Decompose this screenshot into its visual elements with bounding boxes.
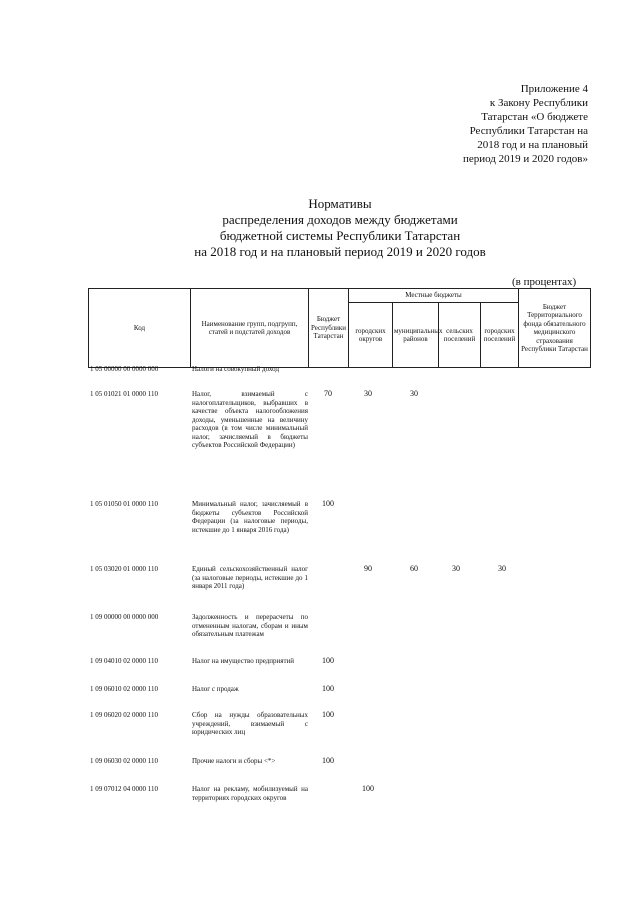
row-name: Прочие налоги и сборы <*>: [192, 757, 276, 765]
annex-line: 2018 год и на плановый: [477, 139, 588, 151]
annex-line: Татарстан «О бюджете: [481, 111, 588, 123]
row-name: Налог с продаж: [192, 685, 239, 693]
annex-line: Приложение 4: [520, 83, 588, 95]
value-municipal-districts: 30: [410, 389, 418, 398]
unit-note: (в процентах): [512, 276, 577, 288]
annex-line: к Закону Республики: [489, 97, 588, 109]
header-rt-budget: Бюджет Республики Татарстан: [309, 289, 349, 368]
row-name: Минимальный налог, зачисляемый в бюджеты субъектов Российской Федерации (за налоговые периоды, истекшие до 1 января 2016 года): [192, 500, 308, 534]
table-header: [88, 288, 591, 368]
title-line: распределения доходов между бюджетами: [222, 212, 458, 227]
header-name: Наименование групп, подгрупп, статей и подстатей доходов: [191, 289, 309, 368]
value-urban-settlements: 30: [498, 564, 506, 573]
row-name: Налоги на совокупный доход: [192, 365, 280, 373]
row-code: 1 05 00000 00 0000 000: [90, 365, 159, 373]
row-name: Налог, взимаемый с налогоплательщиков, выбравших в качестве объекта налогообложения доходы, уменьшенные на величину расходов (в том числе минимальный налог, зачисляемый в бюджеты субъектов Российской Федерации): [192, 390, 308, 449]
row-name: Налог на имущество предприятий: [192, 657, 295, 665]
row-code: 1 09 06010 02 0000 110: [90, 685, 158, 693]
annex-line: период 2019 и 2020 годов»: [462, 153, 588, 165]
value-rt-budget: 70: [324, 389, 332, 398]
title-line: Нормативы: [308, 196, 372, 211]
value-rt-budget: 100: [322, 499, 334, 508]
row-code: 1 09 00000 00 0000 000: [90, 613, 159, 621]
annex-reference: [440, 82, 588, 166]
value-city-districts: 100: [362, 784, 374, 793]
row-name: Единый сельскохозяйственный налог (за налоговые периоды, истекшие до 1 января 2011 года): [192, 565, 308, 590]
document-title: [120, 196, 560, 260]
row-name: Задолженность и перерасчеты по отмененным налогам, сборам и иным обязательным платежам: [192, 613, 308, 638]
header-code: Код: [89, 289, 191, 368]
row-code: 1 09 07012 04 0000 110: [90, 785, 158, 793]
value-rt-budget: 100: [322, 684, 334, 693]
header-tfoms: Бюджет Территориального фонда обязательного медицинского страхования Республики Татарстан: [519, 289, 591, 368]
row-code: 1 05 01021 01 0000 110: [90, 390, 158, 398]
value-city-districts: 30: [364, 389, 372, 398]
value-rt-budget: 100: [322, 710, 334, 719]
row-code: 1 05 03020 01 0000 110: [90, 565, 158, 573]
header-local-budgets: Местные бюджеты: [349, 289, 519, 303]
row-code: 1 09 06030 02 0000 110: [90, 757, 158, 765]
row-code: 1 09 06020 02 0000 110: [90, 711, 158, 719]
value-municipal-districts: 60: [410, 564, 418, 573]
annex-line: Республики Татарстан на: [469, 125, 588, 137]
row-name: Сбор на нужды образовательных учреждений, взимаемый с юридических лиц: [192, 711, 308, 736]
header-municipal-districts: муниципальных районов: [393, 303, 439, 368]
header-urban-settlements: городских поселений: [481, 303, 519, 368]
title-line: бюджетной системы Республики Татарстан: [219, 228, 461, 243]
row-name: Налог на рекламу, мобилизуемый на территориях городских округов: [192, 785, 308, 802]
title-line: на 2018 год и на плановый период 2019 и 2020 годов: [194, 244, 486, 259]
row-code: 1 05 01050 01 0000 110: [90, 500, 158, 508]
header-city-districts: городских округов: [349, 303, 393, 368]
header-rural-settlements: сельских поселений: [439, 303, 481, 368]
row-code: 1 09 04010 02 0000 110: [90, 657, 158, 665]
value-city-districts: 90: [364, 564, 372, 573]
value-rural-settlements: 30: [452, 564, 460, 573]
value-rt-budget: 100: [322, 656, 334, 665]
value-rt-budget: 100: [322, 756, 334, 765]
